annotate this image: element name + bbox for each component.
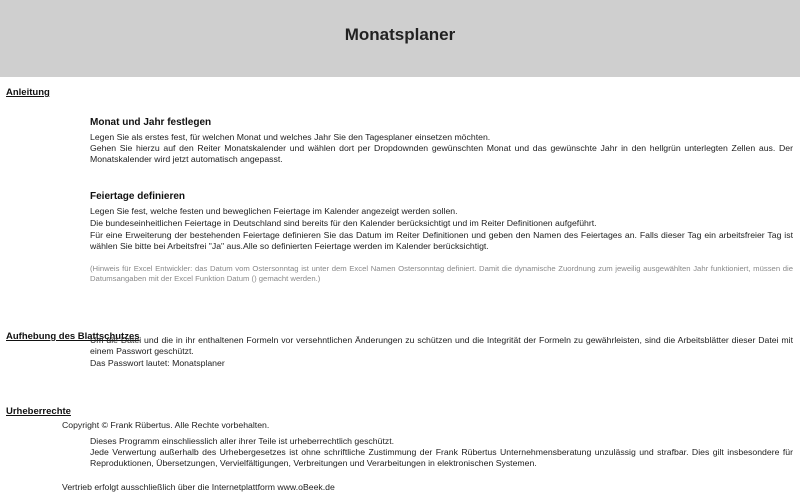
feiertage-paragraph-2: Die bundeseinheitlichen Feiertage in Deutschland sind bereits für den Kalender berücksichtigt und im Reiter Definitionen aufgeführt. <box>90 218 597 228</box>
feiertage-paragraph-1: Legen Sie fest, welche festen und beweglichen Feiertage im Kalender angezeigt werden sollen. <box>90 206 458 216</box>
vertrieb-line: Vertrieb erfolgt ausschließlich über die Internetplattform www.oBeek.de <box>62 482 335 492</box>
feiertage-paragraph-3: Für eine Erweiterung der bestehenden Feiertage definieren Sie das Datum im Reiter Definitionen und geben den Namen des Feiertages an. Falls dieser Tag ein arbeitsfreier Tag ist wählen Sie bitte bei Arbeitsfrei "Ja" aus.Alle so definierten Feiertage werden im Kalender berücksichtigt. <box>90 230 793 251</box>
excel-developer-note: (Hinweis für Excel Entwickler: das Datum vom Ostersonntag ist unter dem Excel Namen Ostersonntag definiert. Damit die dynamische Zuordnung zum jeweilig ausgewählten Jahr funktioniert, müssen die Datumsangaben mit der Excel Funktion Datum () gemacht werden.) <box>90 264 793 283</box>
blattschutz-paragraph: Um die Datei und die in ihr enthaltenen Formeln vor versehntlichen Änderungen zu schützen und die Integrität der Formeln zu gewährleisten, sind die Arbeitsblätter dieser Datei mit einem Passwort geschützt. <box>90 335 793 356</box>
section-heading-urheberrechte: Urheberrechte <box>6 406 71 417</box>
subheading-feiertage: Feiertage definieren <box>90 191 186 202</box>
page-title: Monatsplaner <box>344 25 456 44</box>
copyright-paragraph-2: Jede Verwertung außerhalb des Urhebergesetzes ist ohne schriftliche Zustimmung der Frank Rübertus Unternehmensberatung unzulässig und strafbar. Dies gilt insbesondere für Reproduktionen, Übersetzungen, Vervielfältigungen, Verbreitungen und Verarbeitungen in elektronischen Systemen. <box>90 447 793 468</box>
monat-paragraph-2: Gehen Sie hierzu auf den Reiter Monatskalender und wählen dort per Dropdownden gewünschten Monat und das gewünschte Jahr in den hellgrün unterlegten Zellen aus. Der Monatskalender wird jetzt automatisch angepasst. <box>90 143 793 164</box>
subheading-monat-und-jahr: Monat und Jahr festlegen <box>90 117 212 128</box>
section-heading-anleitung: Anleitung <box>6 87 50 98</box>
password-text: Das Passwort lautet: Monatsplaner <box>90 358 225 368</box>
title-banner <box>0 0 800 77</box>
copyright-paragraph-1: Dieses Programm einschliesslich aller ihrer Teile ist urheberrechtlich geschützt. <box>90 436 395 446</box>
copyright-line: Copyright © Frank Rübertus. Alle Rechte vorbehalten. <box>62 420 270 430</box>
section-heading-blattschutz: Aufhebung des Blattschutzes <box>6 331 140 342</box>
monat-paragraph-1: Legen Sie als erstes fest, für welchen Monat und welches Jahr Sie den Tagesplaner einsetzen möchten. <box>90 132 491 142</box>
